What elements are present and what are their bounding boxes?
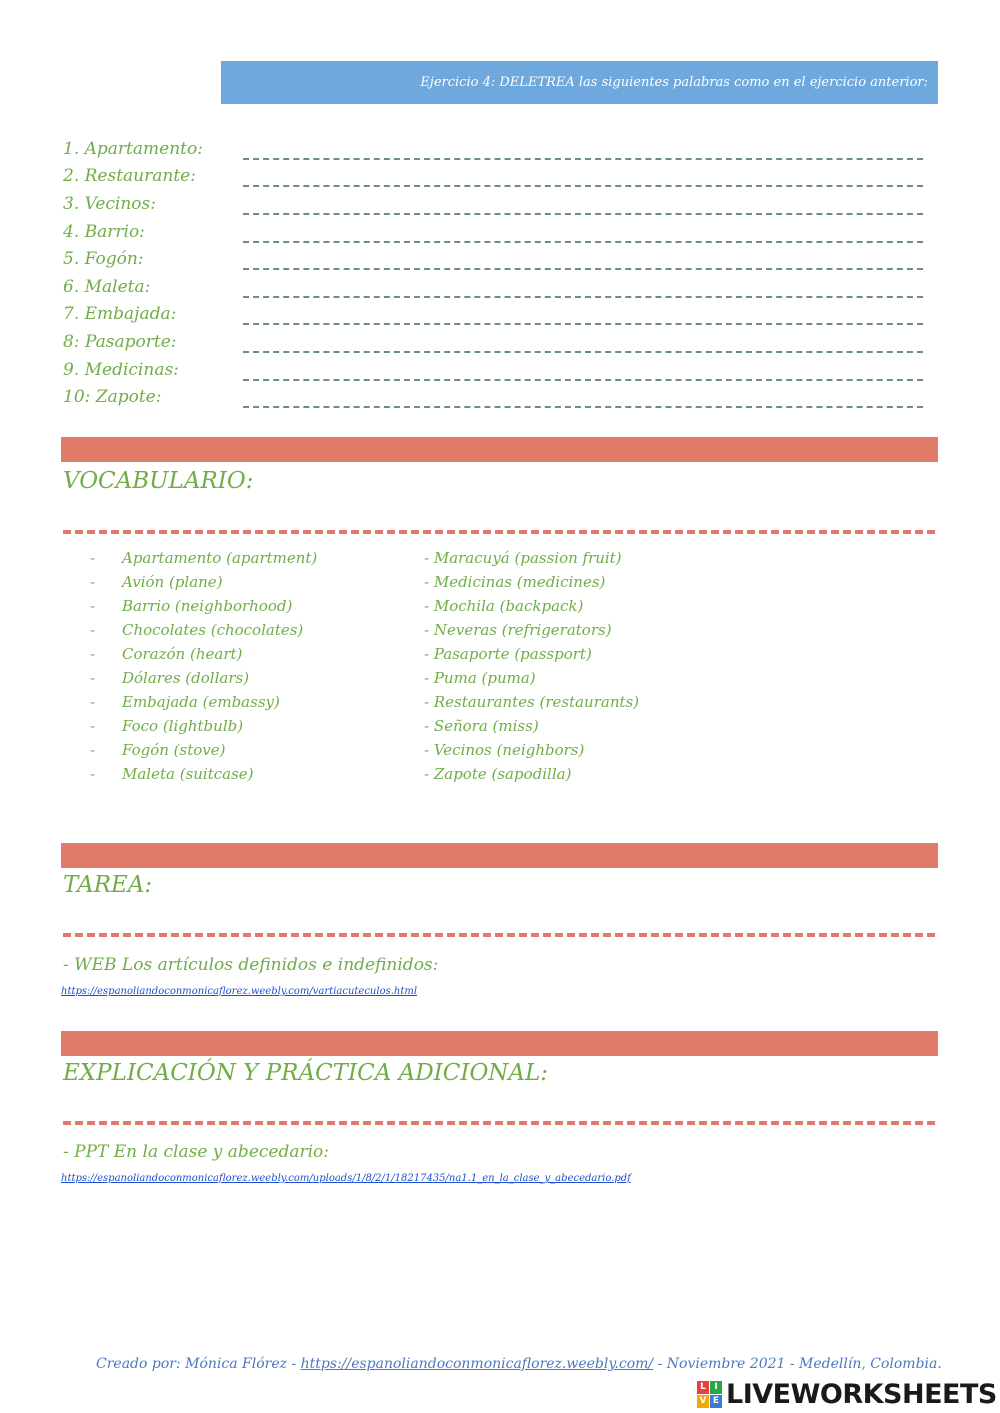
footer-suffix: - Noviembre 2021 - Medellín, Colombia. [653,1356,942,1372]
logo-letter-v: V [697,1395,709,1408]
bullet-dash: - [90,693,96,711]
vocabulary-item [90,573,317,597]
vocabulary-list-left [90,549,317,789]
answer-line[interactable] [243,229,923,243]
vocabulary-item [90,717,317,741]
bullet-dash: - [90,645,96,663]
section-divider-bar [61,843,938,868]
answer-line[interactable] [243,311,923,325]
vocabulary-text: Apartamento (apartment) [122,549,318,567]
vocabulary-item: - Puma (puma) [424,669,536,687]
exercise-word-label: 8: Pasaporte: [63,331,177,352]
bullet-dash: - [90,741,96,759]
vocabulary-item [90,597,317,621]
footer-credit [96,1356,942,1372]
exercise-word-label: 9. Medicinas: [63,359,179,380]
section-divider-bar [61,437,938,462]
exercise-word-label: 6. Maleta: [63,276,151,297]
vocabulary-text: Barrio (neighborhood) [122,597,293,615]
exercise-row [63,328,933,356]
exercise-header-bar [221,61,938,104]
answer-line[interactable] [243,284,923,298]
extra-practice-link[interactable]: https://espanoliandoconmonicaflorez.weebly.com/uploads/1/8/2/1/18217435/na1.1_en_la_clase_y_abecedario.pdf [61,1173,631,1184]
vocabulary-item: - Medicinas (medicines) [424,573,606,591]
exercise-word-label: 7. Embajada: [63,304,177,325]
vocabulary-item [90,621,317,645]
homework-item: - WEB Los artículos definidos e indefinidos: [63,955,439,975]
homework-link[interactable]: https://espanoliandoconmonicaflorez.weebly.com/vartiacuteculos.html [61,986,418,997]
vocabulary-item: - Restaurantes (restaurants) [424,693,640,711]
vocabulary-list-right [424,549,639,789]
bullet-dash: - [90,549,96,567]
vocabulary-item: - Maracuyá (passion fruit) [424,549,622,567]
vocabulary-item [90,645,317,669]
homework-title: TAREA: [63,872,153,898]
extra-practice-title: EXPLICACIÓN Y PRÁCTICA ADICIONAL: [63,1060,549,1086]
logo-letter-i: I [710,1381,722,1394]
answer-line[interactable] [243,256,923,270]
exercise-row [63,245,933,273]
vocabulary-text: Corazón (heart) [122,645,243,663]
logo-letter-l: L [697,1381,709,1394]
exercise-row [63,163,933,191]
exercise-word-label: 5. Fogón: [63,249,144,270]
bullet-dash: - [90,717,96,735]
answer-line[interactable] [243,146,923,160]
vocabulary-text: Embajada (embassy) [122,693,280,711]
exercise-word-label: 3. Vecinos: [63,193,156,214]
vocabulary-text: Foco (lightbulb) [122,717,244,735]
liveworksheets-logo-icon [697,1381,722,1408]
bullet-dash: - [90,621,96,639]
exercise-row [63,383,933,411]
exercise-row [63,135,933,163]
vocabulary-item [90,549,317,573]
dashed-separator [63,1121,935,1125]
vocabulary-text: Chocolates (chocolates) [122,621,304,639]
exercise-row [63,190,933,218]
answer-line[interactable] [243,394,923,408]
exercise-header-text: Ejercicio 4: DELETREA las siguientes palabras como en el ejercicio anterior: [420,75,928,90]
exercise-word-label: 10: Zapote: [63,387,162,408]
vocabulary-item: - Vecinos (neighbors) [424,741,585,759]
bullet-dash: - [90,765,96,783]
vocabulary-item: - Mochila (backpack) [424,597,584,615]
vocabulary-item: - Señora (miss) [424,717,539,735]
vocabulary-text: Avión (plane) [122,573,223,591]
answer-line[interactable] [243,173,923,187]
vocabulary-item [90,765,317,789]
bullet-dash: - [90,597,96,615]
logo-letter-e: E [710,1395,722,1408]
vocabulary-item [90,741,317,765]
vocabulary-title: VOCABULARIO: [63,468,254,494]
vocabulary-text: Dólares (dollars) [122,669,250,687]
exercise-word-label: 4. Barrio: [63,221,145,242]
section-divider-bar [61,1031,938,1056]
bullet-dash: - [90,669,96,687]
exercise-row [63,273,933,301]
exercise-row [63,218,933,246]
vocabulary-item: - Pasaporte (passport) [424,645,592,663]
dashed-separator [63,933,935,937]
exercise-row [63,356,933,384]
bullet-dash: - [90,573,96,591]
vocabulary-item [90,669,317,693]
answer-line[interactable] [243,367,923,381]
extra-practice-item: - PPT En la clase y abecedario: [63,1142,329,1162]
liveworksheets-brand-name: LIVEWORKSHEETS [726,1378,997,1410]
vocabulary-text: Maleta (suitcase) [122,765,254,783]
exercise-list [63,135,933,411]
exercise-word-label: 1. Apartamento: [63,138,203,159]
exercise-word-label: 2. Restaurante: [63,166,196,187]
answer-line[interactable] [243,339,923,353]
answer-line[interactable] [243,201,923,215]
vocabulary-item [90,693,317,717]
dashed-separator [63,530,935,534]
footer-prefix: Creado por: Mónica Flórez - [96,1356,301,1372]
liveworksheets-logo[interactable] [697,1378,997,1410]
footer-url-link[interactable]: https://espanoliandoconmonicaflorez.weebly.com/ [300,1356,654,1372]
vocabulary-text: Fogón (stove) [122,741,226,759]
vocabulary-item: - Zapote (sapodilla) [424,765,572,783]
vocabulary-item: - Neveras (refrigerators) [424,621,612,639]
exercise-row [63,301,933,329]
